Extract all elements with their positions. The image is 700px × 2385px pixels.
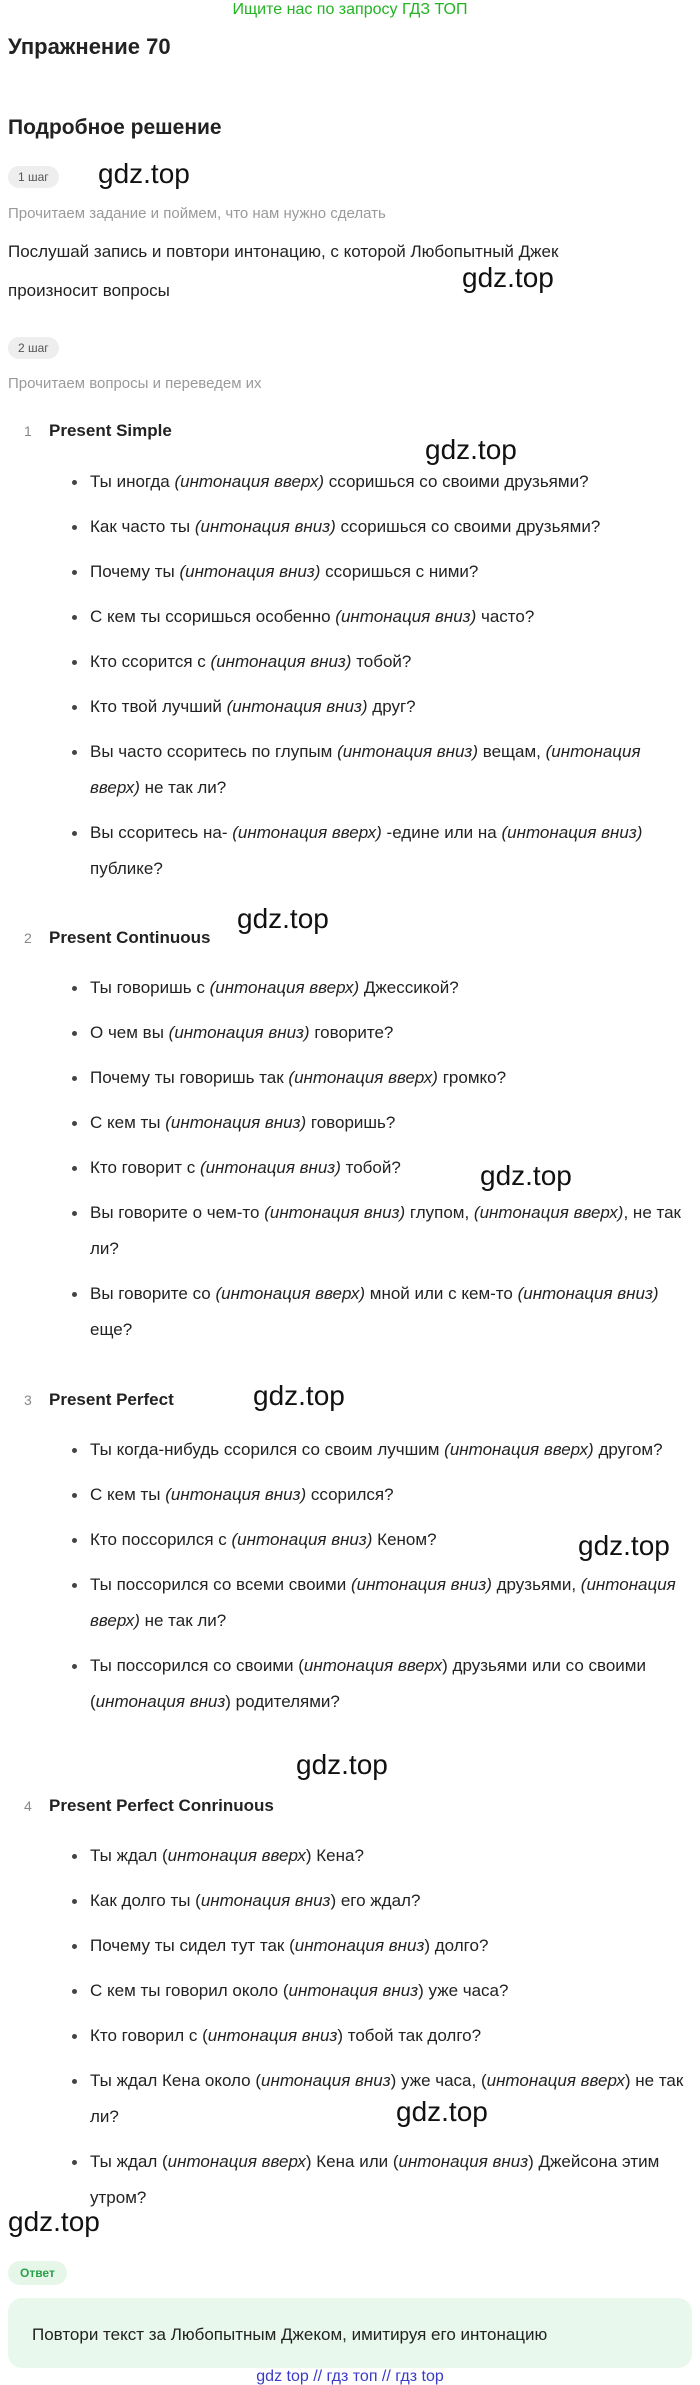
list-item bbox=[0, 1838, 700, 1874]
item-text: О чем вы bbox=[90, 1023, 169, 1042]
item-text: ) его ждал? bbox=[330, 1891, 421, 1910]
item-text: говорите? bbox=[309, 1023, 394, 1042]
item-text: Кто говорил с ( bbox=[90, 2026, 208, 2045]
intonation-note: (интонация вверх) bbox=[215, 1284, 366, 1303]
watermark: gdz.top bbox=[425, 434, 517, 465]
list-item bbox=[0, 1150, 700, 1186]
watermark: gdz.top bbox=[578, 1530, 670, 1561]
item-text: Как долго ты ( bbox=[90, 1891, 201, 1910]
section-number: 1 bbox=[24, 423, 32, 439]
intonation-note: (интонация вверх) bbox=[209, 978, 360, 997]
item-text: С кем ты bbox=[90, 1113, 166, 1132]
item-text: Ты ждал ( bbox=[90, 2152, 168, 2171]
item-text: громко? bbox=[437, 1068, 507, 1087]
item-text: С кем ты bbox=[90, 1485, 166, 1504]
section-list bbox=[0, 464, 700, 896]
item-text: Вы часто ссоритесь по глупым bbox=[90, 742, 338, 761]
intonation-note: (интонация вверх) bbox=[90, 742, 641, 797]
intonation-note: (интонация вниз) bbox=[168, 1023, 310, 1042]
watermark: gdz.top bbox=[296, 1749, 388, 1780]
section-list bbox=[0, 1838, 700, 2225]
list-item bbox=[0, 734, 700, 806]
list-item bbox=[0, 2144, 700, 2216]
item-text: Ты говоришь с bbox=[90, 978, 210, 997]
intonation-note: интонация вниз bbox=[200, 1891, 331, 1910]
intonation-note: (интонация вверх) bbox=[288, 1068, 438, 1087]
step-2-hint: Прочитаем вопросы и переведем их bbox=[8, 375, 262, 392]
watermark: gdz.top bbox=[237, 903, 329, 934]
intonation-note: интонация вниз bbox=[261, 2071, 391, 2090]
item-text: Ты поссорился со всеми своими bbox=[90, 1575, 351, 1594]
intonation-note: (интонация вниз) bbox=[194, 517, 336, 536]
watermark: gdz.top bbox=[253, 1380, 345, 1411]
list-item bbox=[0, 1195, 700, 1267]
answer-badge: Ответ bbox=[8, 2261, 67, 2285]
item-text: друзьями, bbox=[491, 1575, 581, 1594]
item-text: еще? bbox=[90, 1320, 133, 1339]
intonation-note: (интонация вниз) bbox=[165, 1113, 307, 1132]
list-item bbox=[0, 1883, 700, 1919]
intonation-note: (интонация вниз) bbox=[264, 1203, 406, 1222]
item-text: Ты иногда bbox=[90, 472, 175, 491]
footer-links: gdz top // гдз топ // гдз top bbox=[256, 2368, 444, 2385]
item-text: Ты ждал ( bbox=[90, 1846, 168, 1865]
intonation-note: (интонация вниз) bbox=[165, 1485, 307, 1504]
item-text: С кем ты ссоришься особенно bbox=[90, 607, 336, 626]
item-text: не так ли? bbox=[139, 778, 227, 797]
item-text: другом? bbox=[593, 1440, 663, 1459]
item-text: ) друзьями или со своими ( bbox=[90, 1656, 646, 1711]
list-item bbox=[0, 599, 700, 635]
section-title: Present Simple bbox=[49, 421, 172, 440]
item-text: ссоришься с ними? bbox=[320, 562, 479, 581]
intonation-note: (интонация вниз) bbox=[335, 607, 477, 626]
intonation-note: (интонация вниз) bbox=[199, 1158, 341, 1177]
list-item bbox=[0, 689, 700, 725]
item-text: Почему ты сидел тут так ( bbox=[90, 1936, 295, 1955]
exercise-title: Упражнение 70 bbox=[8, 34, 171, 59]
answer-text: Повтори текст за Любопытным Джеком, имитируя его интонацию bbox=[32, 2325, 548, 2344]
item-text: ссоришься со своими друзьями? bbox=[324, 472, 589, 491]
item-text: ) уже часа, ( bbox=[390, 2071, 487, 2090]
list-item bbox=[0, 1105, 700, 1141]
section-title: Present Perfect Conrinuous bbox=[49, 1796, 274, 1815]
item-text: ) родителями? bbox=[225, 1692, 340, 1711]
item-text: публике? bbox=[90, 859, 163, 878]
item-text: Кеном? bbox=[372, 1530, 437, 1549]
intonation-note: (интонация вниз) bbox=[226, 697, 368, 716]
intonation-note: (интонация вверх) bbox=[90, 1575, 676, 1630]
item-text: Кто ссорится с bbox=[90, 652, 211, 671]
item-text: ссоришься со своими друзьями? bbox=[335, 517, 601, 536]
intonation-note: (интонация вверх) bbox=[473, 1203, 624, 1222]
item-text: Почему ты говоришь так bbox=[90, 1068, 289, 1087]
list-item bbox=[0, 2063, 700, 2135]
list-item bbox=[0, 1567, 700, 1639]
list-item bbox=[0, 1973, 700, 2009]
list-item bbox=[0, 970, 700, 1006]
item-text: ) долго? bbox=[424, 1936, 489, 1955]
section-number: 2 bbox=[24, 930, 32, 946]
list-item bbox=[0, 1648, 700, 1720]
intonation-note: (интонация вниз) bbox=[350, 1575, 492, 1594]
list-item bbox=[0, 1015, 700, 1051]
intonation-note: интонация вниз bbox=[294, 1936, 425, 1955]
intonation-note: (интонация вниз) bbox=[231, 1530, 373, 1549]
list-item bbox=[0, 1276, 700, 1348]
intonation-note: (интонация вверх) bbox=[174, 472, 325, 491]
item-text: ссорился? bbox=[306, 1485, 394, 1504]
item-text: Вы ссоритесь на- bbox=[90, 823, 233, 842]
item-text: Ты ждал Кена около ( bbox=[90, 2071, 262, 2090]
watermark: gdz.top bbox=[396, 2096, 488, 2127]
solution-title: Подробное решение bbox=[8, 116, 222, 139]
watermark: gdz.top bbox=[8, 2206, 100, 2237]
item-text: ) Кена или ( bbox=[305, 2152, 399, 2171]
item-text: глупом, bbox=[405, 1203, 474, 1222]
item-text: Кто твой лучший bbox=[90, 697, 227, 716]
intonation-note: (интонация вниз) bbox=[179, 562, 321, 581]
list-item bbox=[0, 1432, 700, 1468]
item-text: Вы говорите о чем-то bbox=[90, 1203, 265, 1222]
item-text: -едине или на bbox=[381, 823, 502, 842]
section-title: Present Continuous bbox=[49, 928, 211, 947]
item-text: говоришь? bbox=[306, 1113, 396, 1132]
item-text: ) Кена? bbox=[305, 1846, 364, 1865]
item-text: С кем ты говорил около ( bbox=[90, 1981, 289, 2000]
intonation-note: интонация вверх bbox=[486, 2071, 625, 2090]
item-text: Кто поссорился с bbox=[90, 1530, 232, 1549]
intonation-note: (интонация вниз) bbox=[210, 652, 352, 671]
intonation-note: интонация вниз bbox=[207, 2026, 338, 2045]
watermark: gdz.top bbox=[98, 158, 190, 189]
step-1-text: Послушай запись и повтори интонацию, с которой Любопытный Джек произносит вопросы bbox=[8, 242, 559, 300]
item-text: Кто говорит с bbox=[90, 1158, 200, 1177]
intonation-note: (интонация вверх) bbox=[232, 823, 382, 842]
intonation-note: интонация вниз bbox=[288, 1981, 419, 2000]
list-item bbox=[0, 1060, 700, 1096]
intonation-note: интонация вниз bbox=[398, 2152, 529, 2171]
item-text: Почему ты bbox=[90, 562, 180, 581]
section-list bbox=[0, 970, 700, 1357]
step-2-badge: 2 шаг bbox=[8, 337, 59, 359]
intonation-note: (интонация вниз) bbox=[517, 1284, 659, 1303]
intonation-note: (интонация вниз) bbox=[501, 823, 643, 842]
item-text: , не так ли? bbox=[90, 1203, 681, 1258]
item-text: Ты когда-нибудь ссорился со своим лучшим bbox=[90, 1440, 445, 1459]
step-1-badge: 1 шаг bbox=[8, 166, 59, 188]
list-item bbox=[0, 1928, 700, 1964]
search-banner: Ищите нас по запросу ГДЗ ТОП bbox=[232, 1, 468, 18]
item-text: тобой? bbox=[351, 652, 412, 671]
item-text: не так ли? bbox=[139, 1611, 227, 1630]
section-number: 4 bbox=[24, 1798, 32, 1814]
intonation-note: интонация вверх bbox=[303, 1656, 443, 1675]
list-item bbox=[0, 554, 700, 590]
item-text: ) тобой так долго? bbox=[337, 2026, 482, 2045]
intonation-note: интонация вверх bbox=[167, 2152, 306, 2171]
section-number: 3 bbox=[24, 1392, 32, 1408]
list-item bbox=[0, 464, 700, 500]
item-text: мной или с кем-то bbox=[365, 1284, 518, 1303]
list-item bbox=[0, 1477, 700, 1513]
intonation-note: (интонация вверх) bbox=[444, 1440, 594, 1459]
list-item bbox=[0, 644, 700, 680]
list-item bbox=[0, 815, 700, 887]
list-item bbox=[0, 509, 700, 545]
section-title: Present Perfect bbox=[49, 1390, 174, 1409]
item-text: друг? bbox=[367, 697, 416, 716]
item-text: вещам, bbox=[478, 742, 546, 761]
item-text: тобой? bbox=[340, 1158, 401, 1177]
item-text: часто? bbox=[476, 607, 535, 626]
intonation-note: интонация вниз bbox=[95, 1692, 226, 1711]
item-text: Как часто ты bbox=[90, 517, 195, 536]
intonation-note: (интонация вниз) bbox=[337, 742, 478, 761]
intonation-note: интонация вверх bbox=[167, 1846, 306, 1865]
item-text: ) не так ли? bbox=[90, 2071, 684, 2126]
item-text: ) Джейсона этим утром? bbox=[90, 2152, 660, 2207]
watermark: gdz.top bbox=[480, 1160, 572, 1191]
watermark: gdz.top bbox=[462, 262, 554, 293]
answer-box bbox=[8, 2298, 692, 2368]
list-item bbox=[0, 2018, 700, 2054]
item-text: ) уже часа? bbox=[418, 1981, 509, 2000]
item-text: Ты поссорился со своими ( bbox=[90, 1656, 304, 1675]
item-text: Вы говорите со bbox=[90, 1284, 216, 1303]
item-text: Джессикой? bbox=[359, 978, 459, 997]
section-list bbox=[0, 1432, 700, 1729]
step-1-hint: Прочитаем задание и поймем, что нам нужно сделать bbox=[8, 205, 386, 222]
